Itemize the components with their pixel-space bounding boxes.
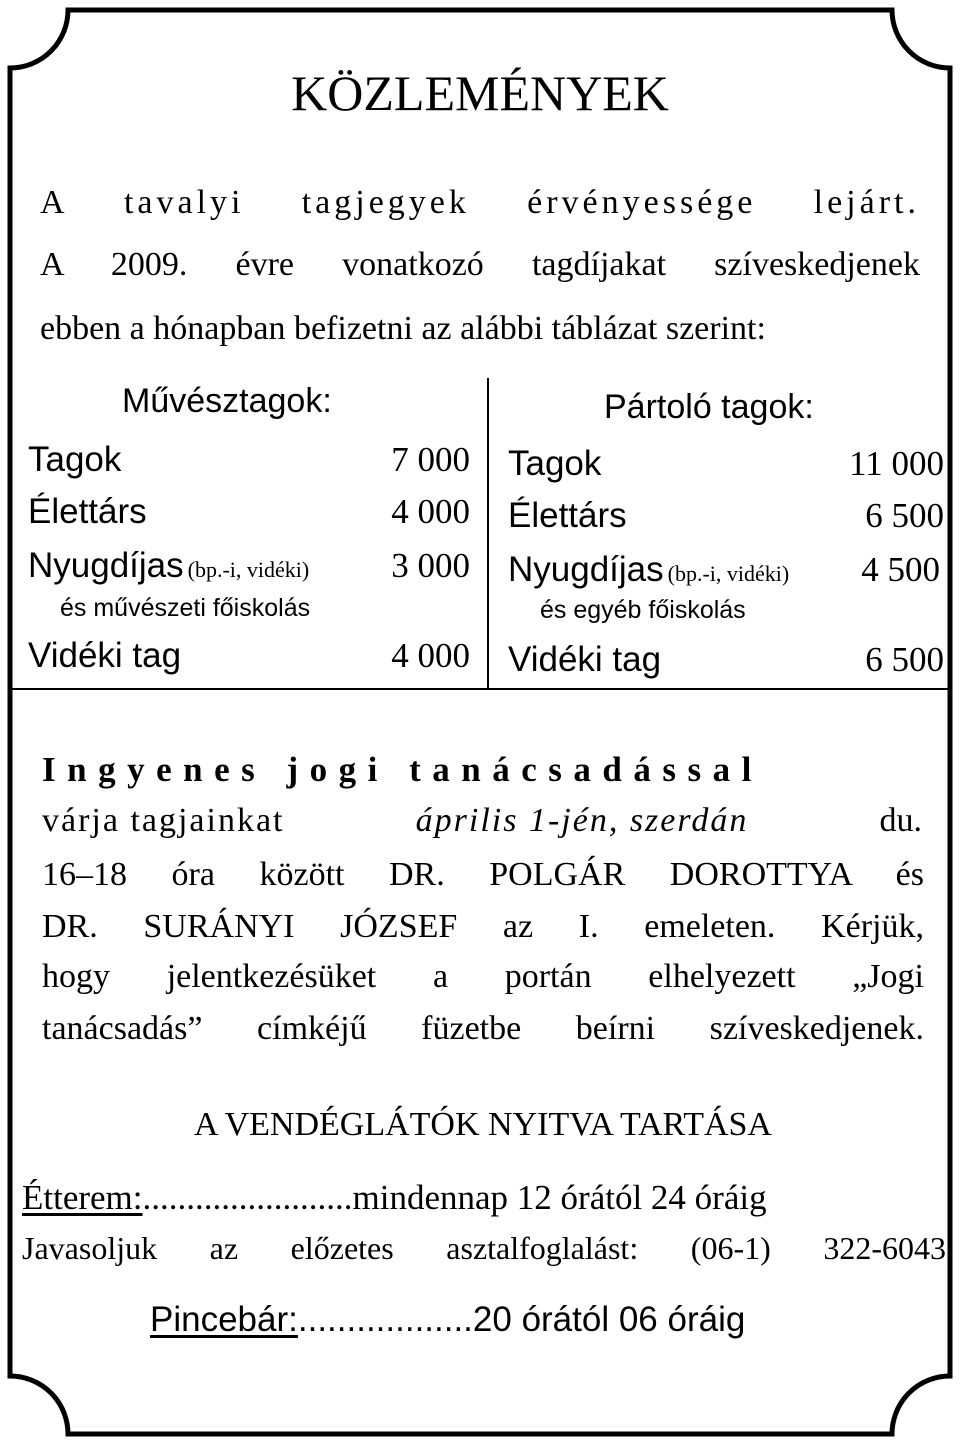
legal-line-1 — [42, 804, 922, 838]
artists-amount-videki: 4 000 — [391, 636, 470, 675]
artists-amount-nyugdijas: 3 000 — [391, 546, 470, 585]
legal-line-3: DR. SURÁNYI JÓZSEF az I. emeleten. Kérjük, — [42, 908, 924, 945]
supporters-amount-videki: 6 500 — [865, 640, 944, 679]
artists-label-videki: Vidéki tag — [28, 636, 182, 675]
supporters-label-tagok: Tagok — [508, 444, 602, 483]
restaurant-label: Étterem: — [22, 1178, 143, 1217]
legal-line-1-a: várja tagjainkat — [42, 802, 285, 839]
artists-amount-tagok: 7 000 — [391, 440, 470, 479]
supporters-note-nyugdijas: (bp.-i, vidéki) — [667, 561, 790, 586]
artists-heading: Művésztagok: — [122, 382, 332, 420]
legal-heading: Ingyenes jogi tanácsadással — [42, 750, 763, 789]
page-title: KÖZLEMÉNYEK — [291, 65, 669, 121]
bar-hours: ..................20 órától 06 óráig — [297, 1300, 746, 1339]
legal-line-5: tanácsadás” címkéjű füzetbe beírni szíveskedjenek. — [42, 1010, 924, 1047]
supporters-heading: Pártoló tagok: — [604, 388, 814, 426]
legal-date: április 1-jén, szerdán — [415, 802, 749, 839]
supporters-label-videki: Vidéki tag — [508, 640, 662, 679]
legal-line-2: 16–18 óra között DR. POLGÁR DOROTTYA és — [42, 856, 924, 893]
artists-label-tagok: Tagok — [28, 440, 122, 479]
intro-line-2: A 2009. évre vonatkozó tagdíjakat szíveskedjenek — [40, 246, 920, 283]
legal-line-1-c: du. — [879, 802, 922, 839]
supporters-label-nyugdijas: Nyugdíjas — [508, 550, 664, 589]
supporters-label-elettars: Élettárs — [508, 496, 627, 535]
hospitality-heading: A VENDÉGLÁTÓK NYITVA TARTÁSA — [194, 1106, 772, 1143]
artists-note-nyugdijas: (bp.-i, vidéki) — [187, 557, 310, 582]
artists-label-elettars: Élettárs — [28, 492, 147, 531]
intro-line-1: A tavalyi tagjegyek érvényessége lejárt. — [40, 184, 920, 221]
intro-line-3: ebben a hónapban befizetni az alábbi táblázat szerint: — [40, 310, 766, 347]
reservation-line: Javasoljuk az előzetes asztalfoglalást: (06-1) 322-6043 — [22, 1230, 946, 1266]
artists-row-nyugdijas — [28, 548, 309, 583]
supporters-amount-elettars: 6 500 — [865, 496, 944, 535]
bar-line — [150, 1302, 745, 1337]
supporters-sub-nyugdijas: és egyéb főiskolás — [540, 596, 746, 624]
artists-sub-nyugdijas: és művészeti főiskolás — [60, 594, 311, 622]
restaurant-line — [22, 1180, 767, 1215]
restaurant-hours: ........................mindennap 12 órától 24 óráig — [142, 1178, 767, 1217]
legal-line-4: hogy jelentkezésüket a portán elhelyezett „Jogi — [42, 958, 924, 995]
supporters-amount-nyugdijas: 4 500 — [861, 550, 940, 589]
artists-amount-elettars: 4 000 — [391, 492, 470, 531]
supporters-row-nyugdijas — [508, 552, 789, 587]
bar-label: Pincebár: — [150, 1300, 298, 1339]
artists-label-nyugdijas: Nyugdíjas — [28, 546, 184, 585]
supporters-amount-tagok: 11 000 — [849, 444, 944, 483]
